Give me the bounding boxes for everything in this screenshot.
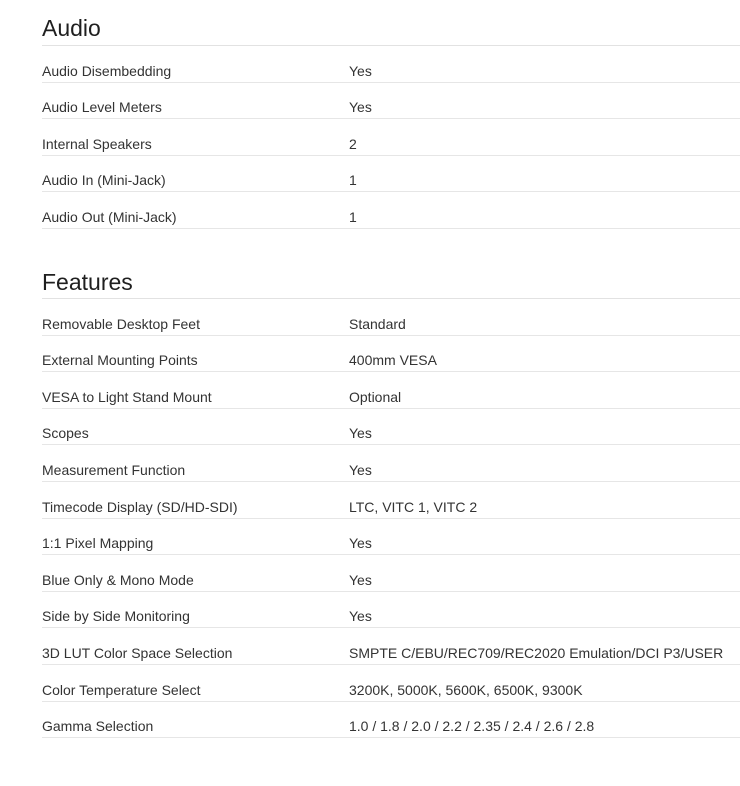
spec-label: Color Temperature Select (42, 681, 201, 698)
spec-value: Yes (349, 425, 372, 442)
section-title-audio: Audio (42, 0, 740, 46)
spec-section-features (42, 254, 740, 738)
spec-row (42, 156, 740, 193)
spec-value: Optional (349, 388, 402, 405)
spec-row (42, 628, 740, 665)
spec-label: Internal Speakers (42, 135, 152, 152)
spec-value: SMPTE C/EBU/REC709/REC2020 Emulation/DCI P3/USER (349, 644, 724, 661)
section-spacer (42, 229, 740, 254)
spec-label: Audio Level Meters (42, 99, 162, 116)
spec-value: 3200K, 5000K, 5600K, 6500K, 9300K (349, 681, 583, 698)
spec-row (42, 46, 740, 83)
spec-value: 400mm VESA (349, 352, 437, 369)
spec-row (42, 192, 740, 229)
spec-label: Audio In (Mini-Jack) (42, 172, 166, 189)
spec-label: Side by Side Monitoring (42, 608, 190, 625)
spec-value: Yes (349, 99, 372, 116)
spec-row (42, 445, 740, 482)
spec-label: 3D LUT Color Space Selection (42, 644, 233, 661)
spec-row (42, 299, 740, 336)
spec-section-audio (42, 0, 740, 229)
section-title-features: Features (42, 254, 740, 299)
spec-content (42, 0, 740, 738)
spec-row (42, 372, 740, 409)
spec-row (42, 519, 740, 556)
spec-row (42, 592, 740, 629)
spec-value: Yes (349, 535, 372, 552)
spec-row (42, 665, 740, 702)
spec-label: VESA to Light Stand Mount (42, 388, 212, 405)
spec-value: Yes (349, 571, 372, 588)
spec-value: Standard (349, 315, 406, 332)
spec-label: Scopes (42, 425, 89, 442)
spec-value: LTC, VITC 1, VITC 2 (349, 498, 478, 515)
spec-label: External Mounting Points (42, 352, 198, 369)
spec-row (42, 336, 740, 373)
spec-row (42, 119, 740, 156)
spec-label: Removable Desktop Feet (42, 315, 200, 332)
spec-value: Yes (349, 461, 372, 478)
spec-label: Measurement Function (42, 461, 186, 478)
spec-value: 1.0 / 1.8 / 2.0 / 2.2 / 2.35 / 2.4 / 2.6 / 2.8 (349, 718, 595, 735)
spec-value: 1 (349, 208, 357, 225)
spec-row (42, 702, 740, 739)
spec-value: 2 (349, 135, 357, 152)
spec-row (42, 83, 740, 120)
spec-label: Audio Out (Mini-Jack) (42, 208, 177, 225)
spec-value: 1 (349, 172, 357, 189)
spec-label: Audio Disembedding (42, 62, 172, 79)
spec-label: 1:1 Pixel Mapping (42, 535, 154, 552)
spec-row (42, 482, 740, 519)
spec-row (42, 555, 740, 592)
spec-label: Blue Only & Mono Mode (42, 571, 194, 588)
spec-label: Timecode Display (SD/HD-SDI) (42, 498, 238, 515)
spec-row (42, 409, 740, 446)
spec-label: Gamma Selection (42, 718, 154, 735)
spec-value: Yes (349, 608, 372, 625)
spec-value: Yes (349, 62, 372, 79)
